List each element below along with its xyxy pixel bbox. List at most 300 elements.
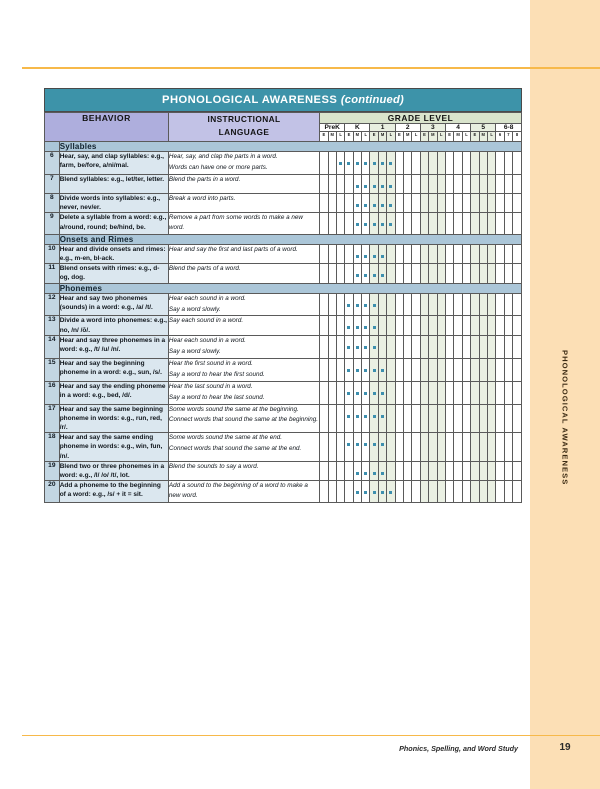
grade-mark-empty [387,433,395,462]
grade-mark-empty [479,335,487,358]
grade-mark-empty [462,293,470,316]
grade-mark-empty [320,264,328,283]
grade-mark-filled [378,358,386,381]
grade-mark-empty [328,152,336,175]
grade-header-6-8: 6-8 [496,124,522,132]
grade-mark-empty [462,381,470,404]
mark-dot [356,326,359,329]
mark-dot [373,443,376,446]
grade-mark-empty [404,213,412,234]
grade-sub-5-m: M [479,132,487,142]
grade-mark-empty [504,213,512,234]
grade-mark-empty [420,213,428,234]
mark-dot [373,369,376,372]
grade-mark-empty [479,381,487,404]
grade-header-1: 1 [370,124,395,132]
grade-mark-empty [462,193,470,212]
mark-dot [373,185,376,188]
row-number: 15 [45,358,60,381]
grade-mark-empty [479,264,487,283]
mark-dot [381,223,384,226]
grade-mark-filled [362,481,370,502]
mark-dot [356,491,359,494]
row-number: 16 [45,381,60,404]
mark-dot [364,204,367,207]
header-behavior: BEHAVIOR [45,113,169,142]
grade-mark-empty [429,213,437,234]
grade-mark-filled [345,316,353,335]
table-row [45,193,522,212]
language-line: Some words sound the same at the end. [168,434,282,442]
row-number: 6 [45,152,60,175]
instructional-language-text [168,433,319,462]
grade-mark-empty [429,244,437,263]
grade-mark-empty [445,404,453,433]
grade-mark-empty [513,461,522,480]
grade-mark-empty [471,461,479,480]
table-row [45,316,522,335]
grade-mark-empty [437,358,445,381]
instructional-language-text [168,293,319,316]
grade-mark-filled [353,244,361,263]
grade-mark-empty [387,293,395,316]
language-line: Hear each sound in a word. [168,294,246,302]
grade-mark-empty [496,404,504,433]
grade-sub-6-8-7: 7 [504,132,512,142]
grade-mark-empty [496,481,504,502]
grade-mark-empty [395,433,403,462]
grade-mark-empty [320,316,328,335]
grade-mark-empty [420,264,428,283]
mark-dot [347,162,350,165]
grade-mark-empty [328,213,336,234]
grade-sub-2-l: L [412,132,420,142]
table-head [45,113,522,142]
grade-mark-empty [454,433,462,462]
grade-mark-filled [353,293,361,316]
grade-mark-empty [328,404,336,433]
grade-mark-filled [345,335,353,358]
grade-mark-filled [378,433,386,462]
grade-mark-empty [328,381,336,404]
grade-mark-empty [479,152,487,175]
grade-mark-empty [462,264,470,283]
grade-mark-empty [471,152,479,175]
grade-mark-filled [362,193,370,212]
grade-mark-empty [454,316,462,335]
grade-mark-empty [496,381,504,404]
mark-dot [381,185,384,188]
row-number: 7 [45,174,60,193]
top-orange-rule [22,67,600,69]
grade-mark-empty [479,481,487,502]
grade-mark-empty [320,381,328,404]
grade-mark-empty [454,293,462,316]
behavior-text: Blend onsets with rimes: e.g., d-og, dog. [59,264,168,283]
grade-mark-empty [445,481,453,502]
grade-mark-empty [345,193,353,212]
grade-mark-empty [454,381,462,404]
grade-mark-empty [429,293,437,316]
mark-dot [373,326,376,329]
grade-mark-empty [504,316,512,335]
grade-mark-filled [345,381,353,404]
grade-mark-empty [320,433,328,462]
language-line: Connect words that sound the same at the beginning. [168,416,319,424]
mark-dot [381,162,384,165]
grade-mark-empty [412,264,420,283]
grade-mark-empty [437,264,445,283]
mark-dot [347,304,350,307]
grade-mark-filled [353,358,361,381]
instructional-language-text [168,152,319,175]
grade-mark-filled [370,293,378,316]
grade-mark-empty [378,293,386,316]
row-number: 20 [45,481,60,502]
grade-mark-empty [345,213,353,234]
mark-dot [381,415,384,418]
header-instr-line2: LANGUAGE [218,126,270,137]
grade-mark-filled [378,264,386,283]
grade-mark-empty [487,293,495,316]
grade-mark-empty [471,244,479,263]
mark-dot [389,491,392,494]
grade-mark-empty [395,293,403,316]
mark-dot [364,415,367,418]
mark-dot [373,274,376,277]
mark-dot [364,162,367,165]
grade-mark-empty [320,244,328,263]
grade-mark-empty [454,264,462,283]
grade-mark-empty [513,193,522,212]
grade-mark-empty [487,152,495,175]
grade-mark-empty [462,461,470,480]
grade-mark-empty [513,244,522,263]
grade-mark-empty [404,293,412,316]
mark-dot [389,185,392,188]
grade-mark-empty [420,316,428,335]
mark-dot [364,369,367,372]
grade-mark-empty [454,404,462,433]
mark-dot [356,369,359,372]
mark-dot [381,392,384,395]
table-row [45,264,522,283]
grade-mark-filled [387,152,395,175]
grade-mark-empty [412,174,420,193]
grade-mark-empty [437,433,445,462]
grade-mark-empty [437,381,445,404]
grade-mark-empty [387,335,395,358]
grade-mark-empty [328,193,336,212]
grade-mark-empty [445,264,453,283]
grade-mark-empty [420,433,428,462]
section-header-row [45,234,522,244]
grade-mark-empty [320,404,328,433]
grade-mark-empty [471,381,479,404]
mark-dot [373,204,376,207]
grade-mark-empty [336,433,344,462]
grade-mark-empty [336,264,344,283]
grade-header-2: 2 [395,124,420,132]
grade-mark-empty [412,481,420,502]
grade-mark-empty [445,433,453,462]
grade-mark-empty [504,293,512,316]
grade-mark-empty [336,193,344,212]
table-body [45,142,522,503]
mark-dot [364,326,367,329]
grade-mark-empty [437,335,445,358]
grade-mark-empty [412,152,420,175]
grade-sub-4-m: M [454,132,462,142]
grade-mark-empty [437,461,445,480]
grade-mark-empty [504,481,512,502]
grade-mark-empty [513,316,522,335]
language-line: Say a word to hear the last sound. [168,393,265,401]
grade-mark-empty [445,316,453,335]
grade-mark-empty [479,433,487,462]
grade-mark-empty [429,481,437,502]
grade-mark-empty [462,152,470,175]
grade-mark-empty [462,433,470,462]
grade-sub-k-m: M [353,132,361,142]
mark-dot [373,491,376,494]
grade-mark-empty [479,244,487,263]
language-line: Some words sound the same at the beginning. [168,405,299,413]
mark-dot [364,472,367,475]
instructional-language-text [168,244,319,263]
grade-mark-empty [471,481,479,502]
grade-mark-empty [454,481,462,502]
section-number-spacer [45,142,60,152]
grade-mark-empty [504,335,512,358]
grade-mark-empty [479,293,487,316]
section-side-tab [530,318,600,518]
grade-mark-empty [320,293,328,316]
grade-mark-empty [320,358,328,381]
grade-mark-empty [336,316,344,335]
grade-sub-1-m: M [378,132,386,142]
grade-mark-empty [462,404,470,433]
mark-dot [356,443,359,446]
grade-mark-empty [320,481,328,502]
grade-mark-empty [471,404,479,433]
mark-dot [381,443,384,446]
grade-mark-empty [445,193,453,212]
grade-mark-empty [504,358,512,381]
grade-header-5: 5 [471,124,496,132]
grade-mark-filled [353,152,361,175]
grade-mark-empty [387,381,395,404]
grade-mark-empty [496,335,504,358]
grade-mark-empty [437,244,445,263]
mark-dot [347,443,350,446]
grade-mark-filled [362,358,370,381]
behavior-text: Hear and say the same beginning phoneme in words: e.g., run, red, /r/. [59,404,168,433]
grade-mark-empty [404,244,412,263]
grade-mark-empty [395,264,403,283]
grade-mark-empty [513,174,522,193]
behavior-text: Hear and say the same ending phoneme in words: e.g., win, fun, /n/. [59,433,168,462]
grade-mark-filled [378,193,386,212]
table-row [45,152,522,175]
grade-mark-empty [504,152,512,175]
grade-sub-6-8-6: 6 [496,132,504,142]
grade-mark-empty [504,381,512,404]
grade-mark-empty [479,404,487,433]
grade-mark-filled [353,404,361,433]
grade-mark-empty [513,152,522,175]
grade-mark-filled [370,244,378,263]
language-line: Add a sound to the beginning of a word to make a new word. [168,482,308,499]
grade-mark-empty [336,174,344,193]
grade-mark-filled [353,174,361,193]
mark-dot [356,223,359,226]
mark-dot [364,185,367,188]
grade-mark-empty [320,152,328,175]
row-number: 18 [45,433,60,462]
grade-mark-filled [387,481,395,502]
grade-mark-filled [362,335,370,358]
grade-mark-empty [496,433,504,462]
grade-mark-empty [404,193,412,212]
grade-header-k: K [345,124,370,132]
grade-mark-empty [504,404,512,433]
grade-mark-empty [420,381,428,404]
grade-mark-filled [353,213,361,234]
grade-mark-empty [328,433,336,462]
mark-dot [356,415,359,418]
grade-mark-empty [513,404,522,433]
language-line: Hear and say the first and last parts of a word. [168,245,298,253]
grade-mark-filled [362,213,370,234]
section-title: Phonemes [59,283,521,293]
grade-mark-empty [320,461,328,480]
header-row-top [45,113,522,124]
language-line: Blend the sounds to say a word. [168,462,259,470]
grade-mark-filled [345,152,353,175]
mark-dot [364,223,367,226]
grade-mark-empty [513,433,522,462]
grade-mark-empty [404,152,412,175]
grade-mark-empty [496,461,504,480]
mark-dot [364,346,367,349]
behavior-text: Delete a syllable from a word: e.g., a/round, round; be/hind, be. [59,213,168,234]
language-line: Remove a part from some words to make a new word. [168,214,303,231]
header-grade-level: GRADE LEVEL [320,113,522,124]
mark-dot [373,392,376,395]
grade-mark-empty [437,316,445,335]
grade-mark-empty [462,316,470,335]
grade-mark-empty [395,152,403,175]
grade-mark-filled [362,381,370,404]
grade-mark-empty [429,264,437,283]
grade-mark-empty [496,174,504,193]
grade-mark-filled [370,433,378,462]
mark-dot [356,472,359,475]
instructional-language-text [168,358,319,381]
grade-mark-empty [336,244,344,263]
grade-mark-empty [496,193,504,212]
grade-mark-empty [429,461,437,480]
row-number: 13 [45,316,60,335]
grade-mark-empty [412,293,420,316]
grade-mark-empty [445,293,453,316]
mark-dot [356,392,359,395]
grade-mark-empty [395,174,403,193]
grade-mark-empty [412,433,420,462]
instructional-language-text [168,264,319,283]
grade-mark-empty [487,381,495,404]
grade-mark-empty [404,335,412,358]
grade-mark-empty [395,404,403,433]
grade-mark-filled [370,152,378,175]
mark-dot [364,392,367,395]
grade-mark-filled [378,381,386,404]
grade-sub-k-l: L [362,132,370,142]
grade-mark-empty [328,461,336,480]
instructional-language-text [168,335,319,358]
grade-header-3: 3 [420,124,445,132]
grade-mark-filled [370,193,378,212]
grade-sub-1-e: E [370,132,378,142]
grade-mark-empty [454,174,462,193]
grade-sub-6-8-8: 8 [513,132,522,142]
grade-mark-empty [445,213,453,234]
grade-mark-empty [420,152,428,175]
grade-mark-empty [445,381,453,404]
grade-mark-filled [370,461,378,480]
grade-mark-filled [370,213,378,234]
grade-mark-empty [328,264,336,283]
grade-sub-prek-l: L [336,132,344,142]
mark-dot [356,162,359,165]
grade-mark-empty [454,461,462,480]
mark-dot [347,346,350,349]
grade-mark-empty [345,461,353,480]
language-line: Connect words that sound the same at the end. [168,445,302,453]
grade-mark-empty [336,213,344,234]
grade-mark-empty [336,461,344,480]
mark-dot [364,443,367,446]
language-line: Hear the first sound in a word. [168,359,253,367]
mark-dot [356,304,359,307]
grade-mark-filled [378,174,386,193]
grade-mark-filled [353,193,361,212]
grade-mark-empty [387,358,395,381]
grade-mark-empty [395,481,403,502]
grade-mark-empty [487,316,495,335]
grade-sub-1-l: L [387,132,395,142]
mark-dot [373,415,376,418]
grade-mark-empty [462,481,470,502]
mark-dot [364,255,367,258]
grade-sub-k-e: E [345,132,353,142]
mark-dot [381,255,384,258]
instructional-language-text [168,404,319,433]
table-row [45,433,522,462]
grade-mark-empty [479,461,487,480]
grade-mark-empty [387,404,395,433]
grade-mark-empty [404,264,412,283]
grade-mark-empty [395,335,403,358]
grade-mark-empty [504,174,512,193]
grade-mark-filled [378,481,386,502]
mark-dot [373,346,376,349]
behavior-text: Hear and say the beginning phoneme in a word: e.g., sun, /s/. [59,358,168,381]
grade-mark-empty [395,193,403,212]
grade-mark-empty [404,316,412,335]
instructional-language-text [168,316,319,335]
